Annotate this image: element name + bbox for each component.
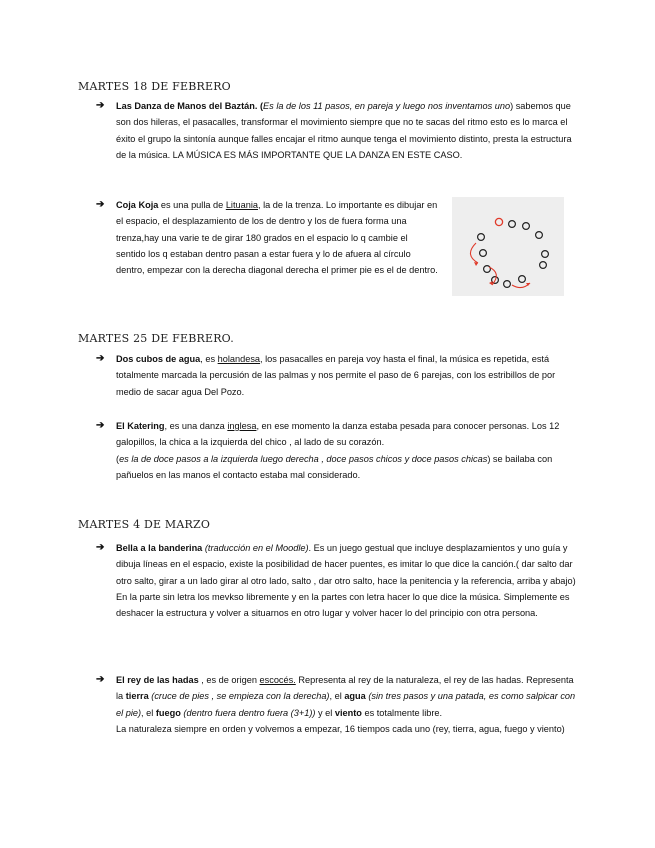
bullet-arrow: ➔ <box>96 674 105 685</box>
entry-title: Bella a la banderina <box>116 543 203 553</box>
entry-body: , la de la trenza. Lo importante es dibujar en el espacio, el desplazamiento de los de dentro y los de fuera forma una trenza,hay una varie te de girar 180 grados en el espacio lo q cambie el sentido los q estaban dentro pasan a estar fuera y lo de afuera al círculo dentro, empezar con la derecha diagonal derecha el primer pie es el de dentro. <box>116 200 438 276</box>
element-viento: viento <box>334 707 362 718</box>
entry-title: Coja Koja <box>116 200 159 210</box>
dancer-marker <box>509 221 516 228</box>
entry-body: , el <box>329 691 345 702</box>
dancer-marker <box>540 262 547 269</box>
dancer-marker <box>542 251 549 258</box>
entry-punct: ( <box>116 453 120 464</box>
entry-danza-manos-baztan <box>116 98 581 163</box>
entry-body: . Es un juego gestual que incluye desplazamientos y uno guía y dibuja líneas en el espacio, existe la posibilidad de hacer puentes, es imitar lo que dice la canción.( dar salto dar otro salto, girar a un lado girar al otro lado, salto , dar otro salto, hace la penitencia y la referencia, arriba y abajo) <box>116 543 576 586</box>
entry-punct: . ( <box>254 101 264 111</box>
element-tierra: tierra <box>125 691 149 702</box>
bullet-arrow: ➔ <box>96 353 105 364</box>
entry-body: , el <box>141 707 156 718</box>
entry-el-katering <box>116 418 581 483</box>
entry-title: Dos cubos de agua <box>116 354 201 364</box>
dancer-marker <box>478 234 485 241</box>
bullet-arrow: ➔ <box>96 100 105 111</box>
entry-body: , es <box>200 354 218 364</box>
entry-title: El Katering <box>116 421 165 431</box>
bullet-arrow: ➔ <box>96 420 105 431</box>
entry-body-paragraph-2: En la parte sin letra los mevkso libremente y en la partes con letra hacer lo que dice la música. Simplemente es deshacer la estructura y volver a situarnos en otro lugar y volver hacer lo del principio con otra persona. <box>116 591 570 619</box>
element-fuego: fuego <box>155 707 181 718</box>
entry-title: El rey de las hadas <box>116 675 199 685</box>
lead-dancer-marker <box>495 218 502 225</box>
entry-underlined: holandesa <box>217 354 261 364</box>
entry-body: , es una danza <box>164 421 228 431</box>
entry-body: sabemos que son dos hileras, el pasacalles, transformar el movimiento siempre que no te sacas del ritmo esto es lo marca el éxito el grupo la sintonía aunque falles encajar el ritmo aunque tenga el movimiento distinto, presta la estructura de la música. LA MÚSICA ES MÁS IMPORTANTE QUE LA DANZA EN ESTE CASO. <box>116 101 572 160</box>
entry-body: ) se bailaba con pañuelos en las manos el contacto estaba mal considerado. <box>116 453 553 480</box>
entry-dos-cubos-de-agua <box>116 351 581 400</box>
dancer-marker <box>536 232 543 239</box>
dancer-marker <box>519 276 526 283</box>
entry-italic-note: (sin tres pasos y una patada, es como salpicar con el pie) <box>116 691 576 718</box>
element-agua: agua <box>344 691 366 702</box>
entry-body: es totalmente libre. <box>361 707 443 718</box>
section-date-18-feb: MARTES 18 DE FEBRERO <box>78 80 231 93</box>
entry-italic-note: (traducción en el Moodle) <box>204 543 309 553</box>
section-date-4-marzo: MARTES 4 DE MARZO <box>78 518 211 531</box>
entry-body-paragraph-2: La naturaleza siempre en orden y volvemos a empezar, 16 tiempos cada uno (rey, tierra, agua, fuego y viento) <box>116 723 565 734</box>
entry-italic-note: (cruce de pies , se empieza con la derecha) <box>151 691 330 702</box>
section-date-25-feb: MARTES 25 DE FEBRERO. <box>78 332 234 345</box>
braid-diagram <box>452 197 564 296</box>
bullet-arrow: ➔ <box>96 542 105 553</box>
entry-italic-note: (dentro fuera dentro fuera (3+1)) <box>183 707 316 718</box>
dancer-marker <box>504 281 511 288</box>
dancer-marker <box>523 223 530 230</box>
entry-body: es una pulla de <box>158 200 226 210</box>
entry-body: , en ese momento la danza estaba pesada para conocer personas. Los 12 galopillos, la chica a la izquierda del chico , al lado de su corazón. <box>116 421 560 448</box>
entry-coja-koja <box>116 197 438 278</box>
entry-title: Las Danza de Manos del Baztán <box>116 101 255 111</box>
entry-body: Representa al rey de la naturaleza, el rey de las hadas. Representa la <box>116 675 574 702</box>
entry-rey-de-las-hadas <box>116 672 581 737</box>
entry-punct: ) <box>510 101 514 111</box>
entry-body: y el <box>315 707 335 718</box>
dancer-marker <box>480 250 487 257</box>
entry-underlined: escocés. <box>259 675 296 685</box>
entry-body: , los pasacalles en pareja voy hasta el final, la música es repetida, está totalmente marcada la percusión de las palmas y nos permite el paso de 6 parejas, con los estribillos de por medio de sacar agua Del Pozo. <box>116 354 556 397</box>
entry-body: , es de origen <box>198 675 260 685</box>
entry-bella-banderina <box>116 540 581 621</box>
entry-italic-note: es la de doce pasos a la izquierda luego derecha , doce pasos chicos y doce pasos chicas <box>119 453 488 464</box>
entry-underlined: inglesa <box>227 421 257 431</box>
movement-arrow <box>470 243 478 263</box>
entry-italic-note: Es la de los 11 pasos, en pareja y luego nos inventamos uno <box>263 101 511 111</box>
entry-underlined: Lituania <box>225 200 258 210</box>
bullet-arrow: ➔ <box>96 199 105 210</box>
braid-diagram-drawing <box>452 197 564 296</box>
